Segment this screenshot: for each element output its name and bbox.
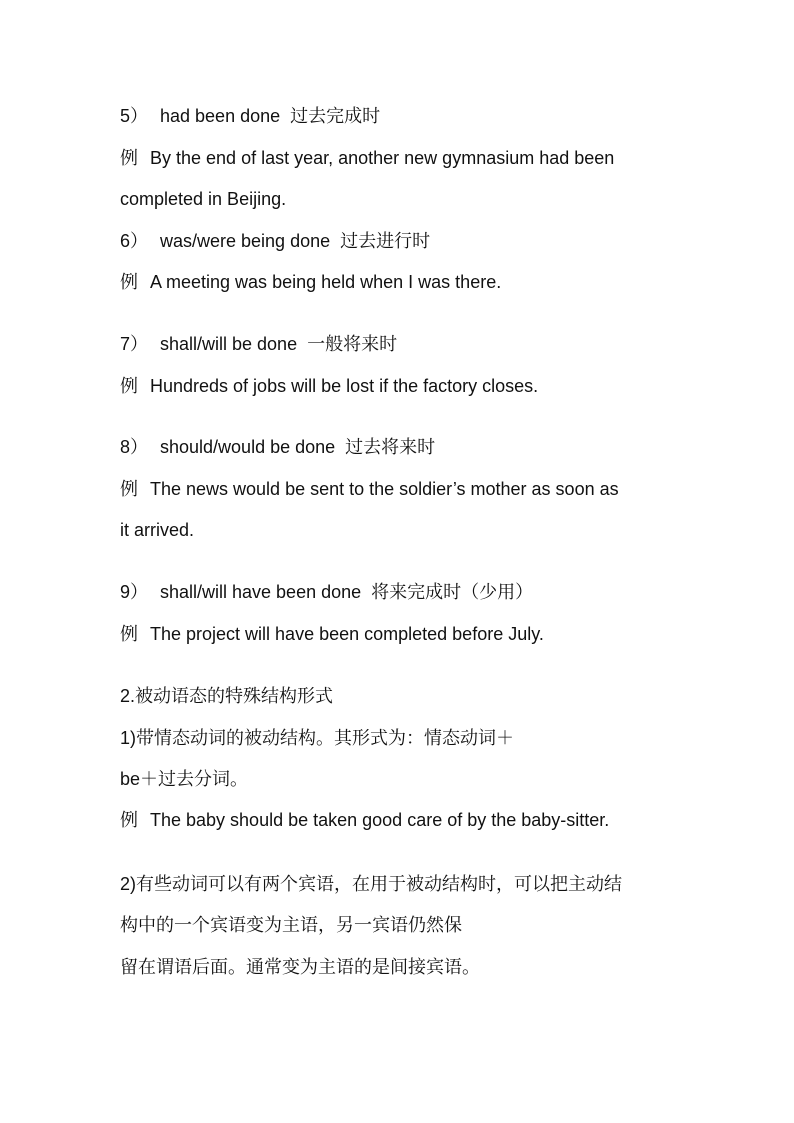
tense-name: 将来完成时（少用）	[371, 582, 534, 602]
verb-form: should/would be done	[160, 437, 336, 457]
example-label: 例	[120, 479, 138, 499]
point-1-example	[120, 808, 609, 832]
item-number: 8）	[120, 437, 149, 457]
item-8-heading	[120, 435, 435, 459]
example-text: completed in Beijing.	[120, 189, 287, 209]
item-number: 7）	[120, 334, 149, 354]
item-8-example	[120, 477, 619, 501]
point-2-line-2: 构中的一个宾语变为主语，另一宾语仍然保	[120, 915, 462, 935]
tense-name: 过去进行时	[340, 231, 431, 251]
example-label: 例	[120, 810, 138, 830]
example-label: 例	[120, 148, 138, 168]
item-5-example-cont	[120, 187, 286, 211]
item-7-example	[120, 374, 538, 398]
item-9-example	[120, 622, 544, 646]
point-1-line-1: 1)带情态动词的被动结构。其形式为：情态动词＋	[120, 728, 515, 748]
example-text: By the end of last year, another new gymnasium had been	[150, 148, 615, 168]
example-label: 例	[120, 376, 138, 396]
verb-form: had been done	[160, 106, 281, 126]
verb-form: shall/will have been done	[160, 582, 362, 602]
verb-form: was/were being done	[160, 231, 331, 251]
tense-name: 过去将来时	[345, 437, 436, 457]
point-2-line-1: 2)有些动词可以有两个宾语，在用于被动结构时，可以把主动结	[120, 874, 623, 894]
item-5-example	[120, 146, 614, 170]
verb-form: shall/will be done	[160, 334, 298, 354]
section-2-heading: 2.被动语态的特殊结构形式	[120, 686, 334, 706]
item-6-example	[120, 270, 501, 294]
example-label: 例	[120, 624, 138, 644]
example-text: Hundreds of jobs will be lost if the factory closes.	[150, 376, 539, 396]
point-2-line-3: 留在谓语后面。通常变为主语的是间接宾语。	[120, 957, 480, 977]
point-1-line-2: be＋过去分词。	[120, 769, 249, 789]
example-text: The news would be sent to the soldier’s mother as soon as	[150, 479, 619, 499]
example-text: The project will have been completed before July.	[150, 624, 544, 644]
tense-name: 过去完成时	[290, 106, 381, 126]
item-number: 9）	[120, 582, 149, 602]
item-8-example-cont	[120, 518, 194, 542]
tense-name: 一般将来时	[307, 334, 398, 354]
item-number: 5）	[120, 106, 149, 126]
example-text: A meeting was being held when I was there.	[150, 272, 502, 292]
example-text: The baby should be taken good care of by the baby-sitter.	[150, 810, 610, 830]
item-7-heading	[120, 332, 397, 356]
item-6-heading	[120, 229, 430, 253]
example-text: it arrived.	[120, 520, 195, 540]
item-number: 6）	[120, 231, 149, 251]
example-label: 例	[120, 272, 138, 292]
item-9-heading	[120, 580, 533, 604]
item-5-heading	[120, 104, 380, 128]
